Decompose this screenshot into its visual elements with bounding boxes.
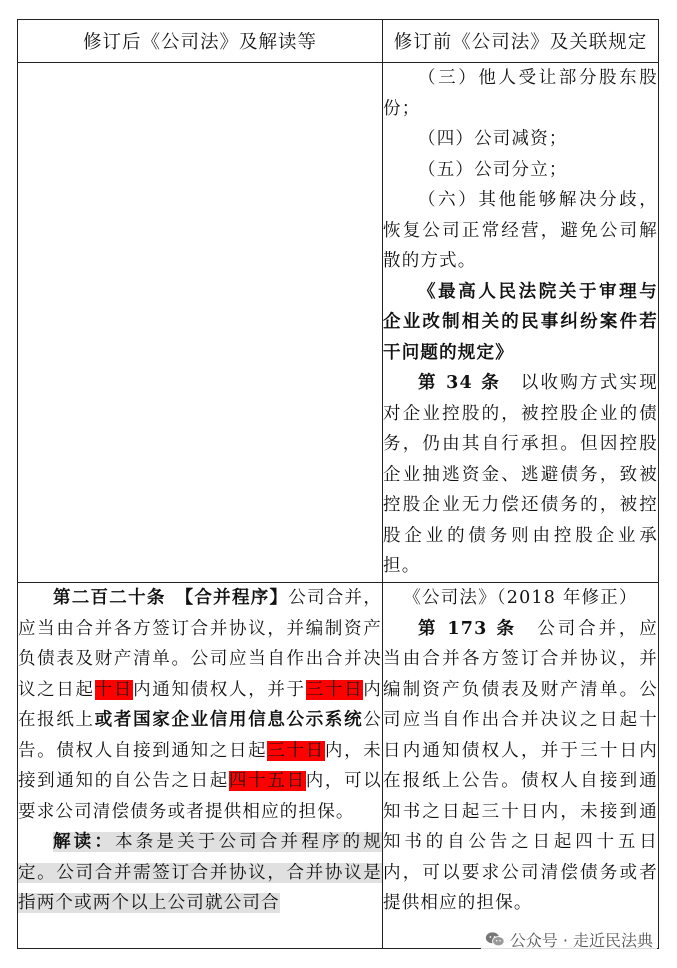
article-text: 内通知债权人，并于 bbox=[133, 679, 306, 700]
interpretation-paragraph bbox=[18, 827, 382, 919]
article-title: 【合并程序】 bbox=[184, 588, 289, 608]
article-label: 第 173 条 bbox=[418, 618, 517, 639]
added-text: 或者国家企业信用信息公示系统 bbox=[94, 710, 364, 730]
article-text: 公司合并，应当由合并各方签订合并协议，并编制资产负债表及财产清单。公司应当自作出合并决议之日起十日内通知债权人，并于三十日内在报纸上公告。债权人自接到通知书之日起三十日内，未接到通知书的自公告之日起四十五日内，可以要求公司清偿债务或者提供相应的担保。 bbox=[383, 618, 658, 913]
left-cell-empty bbox=[18, 63, 383, 583]
table-row bbox=[18, 63, 659, 583]
article-text: 内，可以要求公司清偿债务或者提供相应的担保。 bbox=[18, 771, 382, 822]
article-text: 内，未接到通知的自公告之日起 bbox=[18, 740, 382, 791]
paragraph bbox=[383, 614, 658, 919]
article-text: 公告。债权人自接到通知之日起 bbox=[18, 710, 382, 761]
highlight-period: 三十日 bbox=[267, 740, 325, 761]
article-text: 内在报纸上 bbox=[18, 679, 382, 730]
right-cell-related-rules bbox=[383, 63, 659, 583]
table-header-row bbox=[18, 20, 659, 63]
article-text: 以收购方式实现对企业控股的，被控股企业的债务，仍由其自行承担。但因控股企业抽逃资金、逃避债务，致被控股企业无力偿还债务的，被控股企业的债务则由控股企业承担。 bbox=[383, 373, 658, 576]
header-revised: 修订后《公司法》及解读等 bbox=[18, 20, 383, 63]
paragraph: （四）公司减资； bbox=[418, 129, 568, 149]
highlight-period: 十日 bbox=[94, 679, 134, 700]
paragraph: （六）其他能够解决分歧，恢复公司正常经营，避免公司解散的方式。 bbox=[383, 190, 658, 271]
interpretation-text: 本条是关于公司合并程序的规定。公司合并需签订合并协议，合并协议是指两个或两个以上公司就公司合 bbox=[18, 832, 382, 913]
regulation-title: 《最高人民法院关于审理与企业改制相关的民事纠纷案件若干问题的规定》 bbox=[383, 281, 658, 363]
table-row bbox=[18, 583, 659, 949]
comparison-table bbox=[17, 19, 659, 949]
wechat-icon bbox=[485, 931, 505, 948]
header-original: 修订前《公司法》及关联规定 bbox=[383, 20, 659, 63]
paragraph: （三）他人受让部分股东股份； bbox=[383, 68, 658, 119]
paragraph: （五）公司分立； bbox=[418, 159, 568, 180]
left-cell-revised-article bbox=[18, 583, 383, 949]
right-cell-original-article bbox=[383, 583, 659, 949]
interpretation-label: 解读： bbox=[53, 832, 116, 852]
watermark bbox=[481, 926, 657, 953]
article-paragraph bbox=[18, 583, 382, 827]
watermark-text: 公众号 · 走近民法典 bbox=[509, 931, 653, 950]
highlight-period: 三十日 bbox=[305, 679, 364, 700]
paragraph bbox=[383, 368, 658, 582]
article-label: 第 34 条 bbox=[418, 373, 501, 393]
highlight-period: 四十五日 bbox=[229, 771, 306, 791]
article-label: 第二百二十条 bbox=[53, 588, 166, 608]
article-text: 公司合并，应当由合并各方签订合并协议，并编制资产负债表及财产清单。公司应当自作出合并决议之日起 bbox=[18, 588, 383, 700]
law-title: 《公司法》（2018 年修正） bbox=[403, 588, 638, 608]
